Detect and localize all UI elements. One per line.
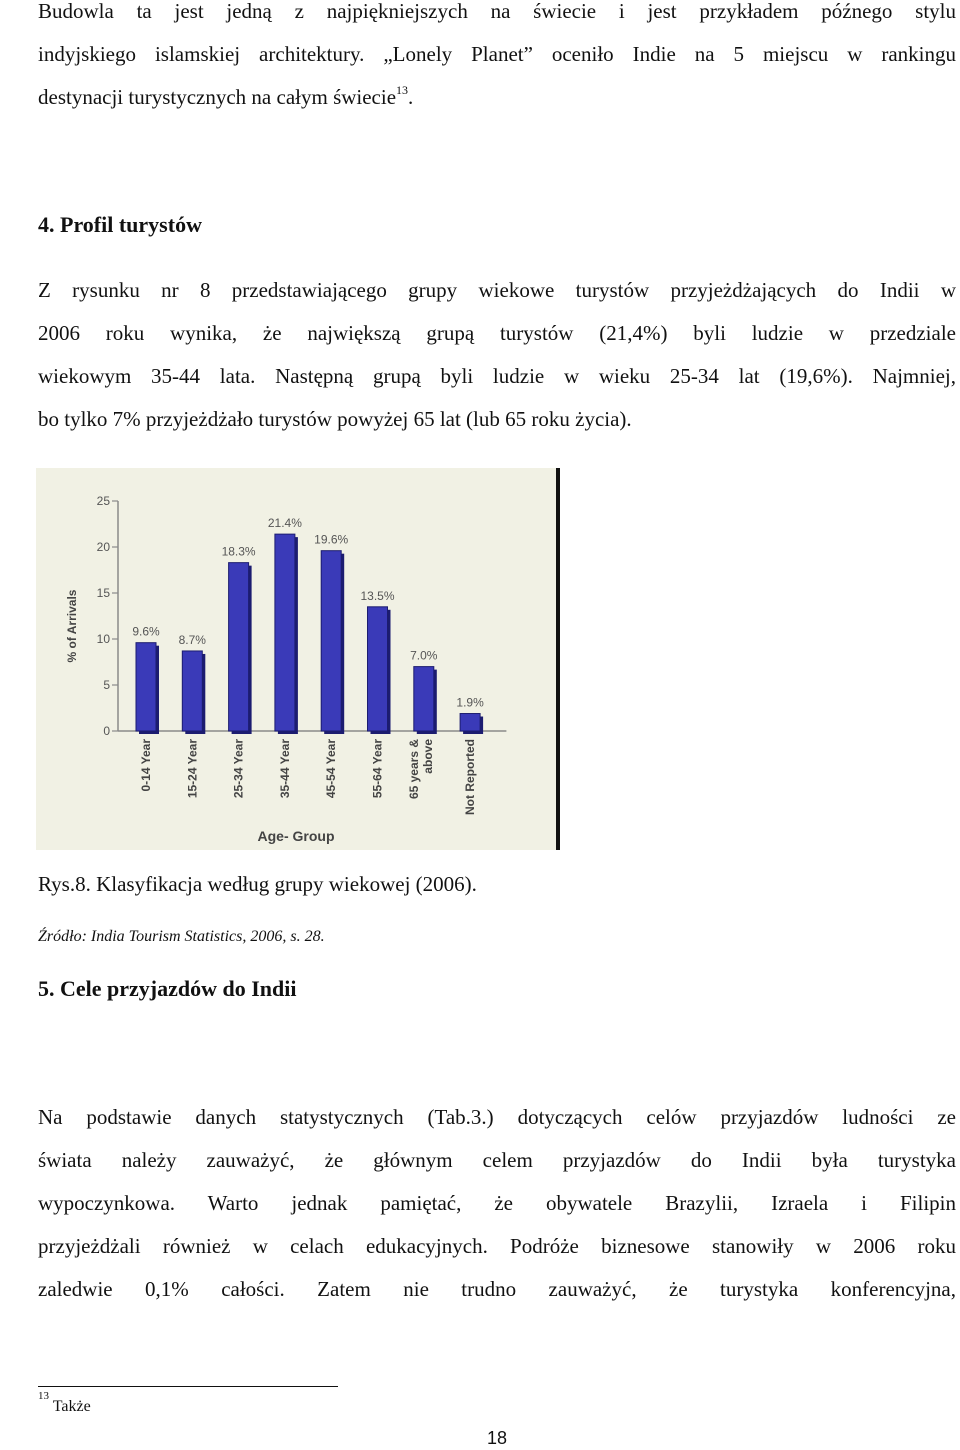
y-tick-label: 25 [96,494,110,508]
data-label: 8.7% [178,632,206,647]
paragraph-line: wypoczynkowa. Warto jednak pamiętać, że obywatele Brazylii, Izraela i Filipin [38,1191,956,1215]
paragraph-line: bo tylko 7% przyjeżdżało turystów powyżej 65 lat (lub 65 roku życia). [38,407,632,431]
page-number: 18 [486,1428,508,1448]
bar [136,643,156,731]
bar [368,607,388,731]
data-label: 21.4% [267,516,302,531]
data-label: 1.9% [456,695,484,710]
y-tick-label: 10 [96,632,110,646]
footnote-ref[interactable]: 13 [396,83,409,97]
data-label: 19.6% [314,532,349,547]
paragraph-line: wiekowym 35-44 lata. Następną grupą byli ludzie w wieku 25-34 lat (19,6%). Najmniej, [38,364,956,388]
chart-svg [36,468,560,850]
data-label: 7.0% [410,648,438,663]
footnote-separator [38,1386,338,1387]
intro-line-end: . [408,85,414,109]
paragraph-line: zaledwie 0,1% całości. Zatem nie trudno zauważyć, że turystyka konferencyjna, [38,1277,956,1301]
figure-caption: Rys.8. Klasyfikacja według grupy wiekowej (2006). [38,872,477,896]
bar [275,534,295,731]
paragraph-line: Na podstawie danych statystycznych (Tab.3.) dotyczących celów przyjazdów ludności ze [38,1105,956,1129]
y-tick-label: 5 [103,678,110,692]
figure-source: Źródło: India Tourism Statistics, 2006, s. 28. [38,928,325,945]
paragraph-line: świata należy zauważyć, że głównym celem przyjazdów do Indii była turystyka [38,1148,956,1172]
x-tick-label: 55-64 Year [370,739,385,799]
section-heading-5: 5. Cele przyjazdów do Indii [38,976,297,1001]
x-tick-label: above [420,739,435,774]
bar [229,563,249,731]
bar [182,651,202,731]
x-tick-label: 65 years & [406,739,421,800]
intro-paragraph [38,0,956,119]
paragraph-line: 2006 roku wynika, że największą grupą turystów (21,4%) byli ludzie w przedziale [38,321,956,345]
x-tick-label: 45-54 Year [324,739,339,799]
bar [414,667,434,731]
x-axis-label: Age- Group [257,828,335,844]
intro-line: Budowla ta jest jedną z najpiękniejszych na świecie i jest przykładem późnego stylu [38,0,956,23]
bar [321,551,341,731]
intro-line: indyjskiego islamskiej architektury. „Lonely Planet” oceniło Indie na 5 miejscu w rankingu [38,42,956,66]
age-group-chart [36,468,560,850]
section5-paragraph [38,1096,956,1311]
footnote [38,1389,91,1416]
y-tick-label: 15 [96,586,110,600]
paragraph-line: przyjeżdżali również w celach edukacyjnych. Podróże biznesowe stanowiły w 2006 roku [38,1234,956,1258]
chart-border [556,468,560,850]
footnote-number: 13 [38,1389,49,1402]
x-tick-label: 35-44 Year [277,739,292,799]
x-tick-label: Not Reported [463,739,478,815]
x-tick-label: 25-34 Year [231,739,246,799]
x-tick-label: 0-14 Year [139,739,153,792]
y-axis-label: % of Arrivals [65,589,79,663]
section-heading-4: 4. Profil turystów [38,212,202,237]
y-tick-label: 20 [96,540,110,554]
y-tick-label: 0 [103,724,110,738]
data-label: 18.3% [221,544,256,559]
bar [460,714,480,731]
paragraph-line: Z rysunku nr 8 przedstawiającego grupy wiekowe turystów przyjeżdżających do Indii w [38,278,956,302]
x-tick-label: 15-24 Year [185,739,200,799]
section4-paragraph [38,269,956,441]
footnote-text: Także [52,1398,91,1415]
intro-line-text: destynacji turystycznych na całym świecie [38,85,397,109]
data-label: 9.6% [132,624,160,639]
data-label: 13.5% [360,588,395,603]
intro-line [38,76,956,119]
